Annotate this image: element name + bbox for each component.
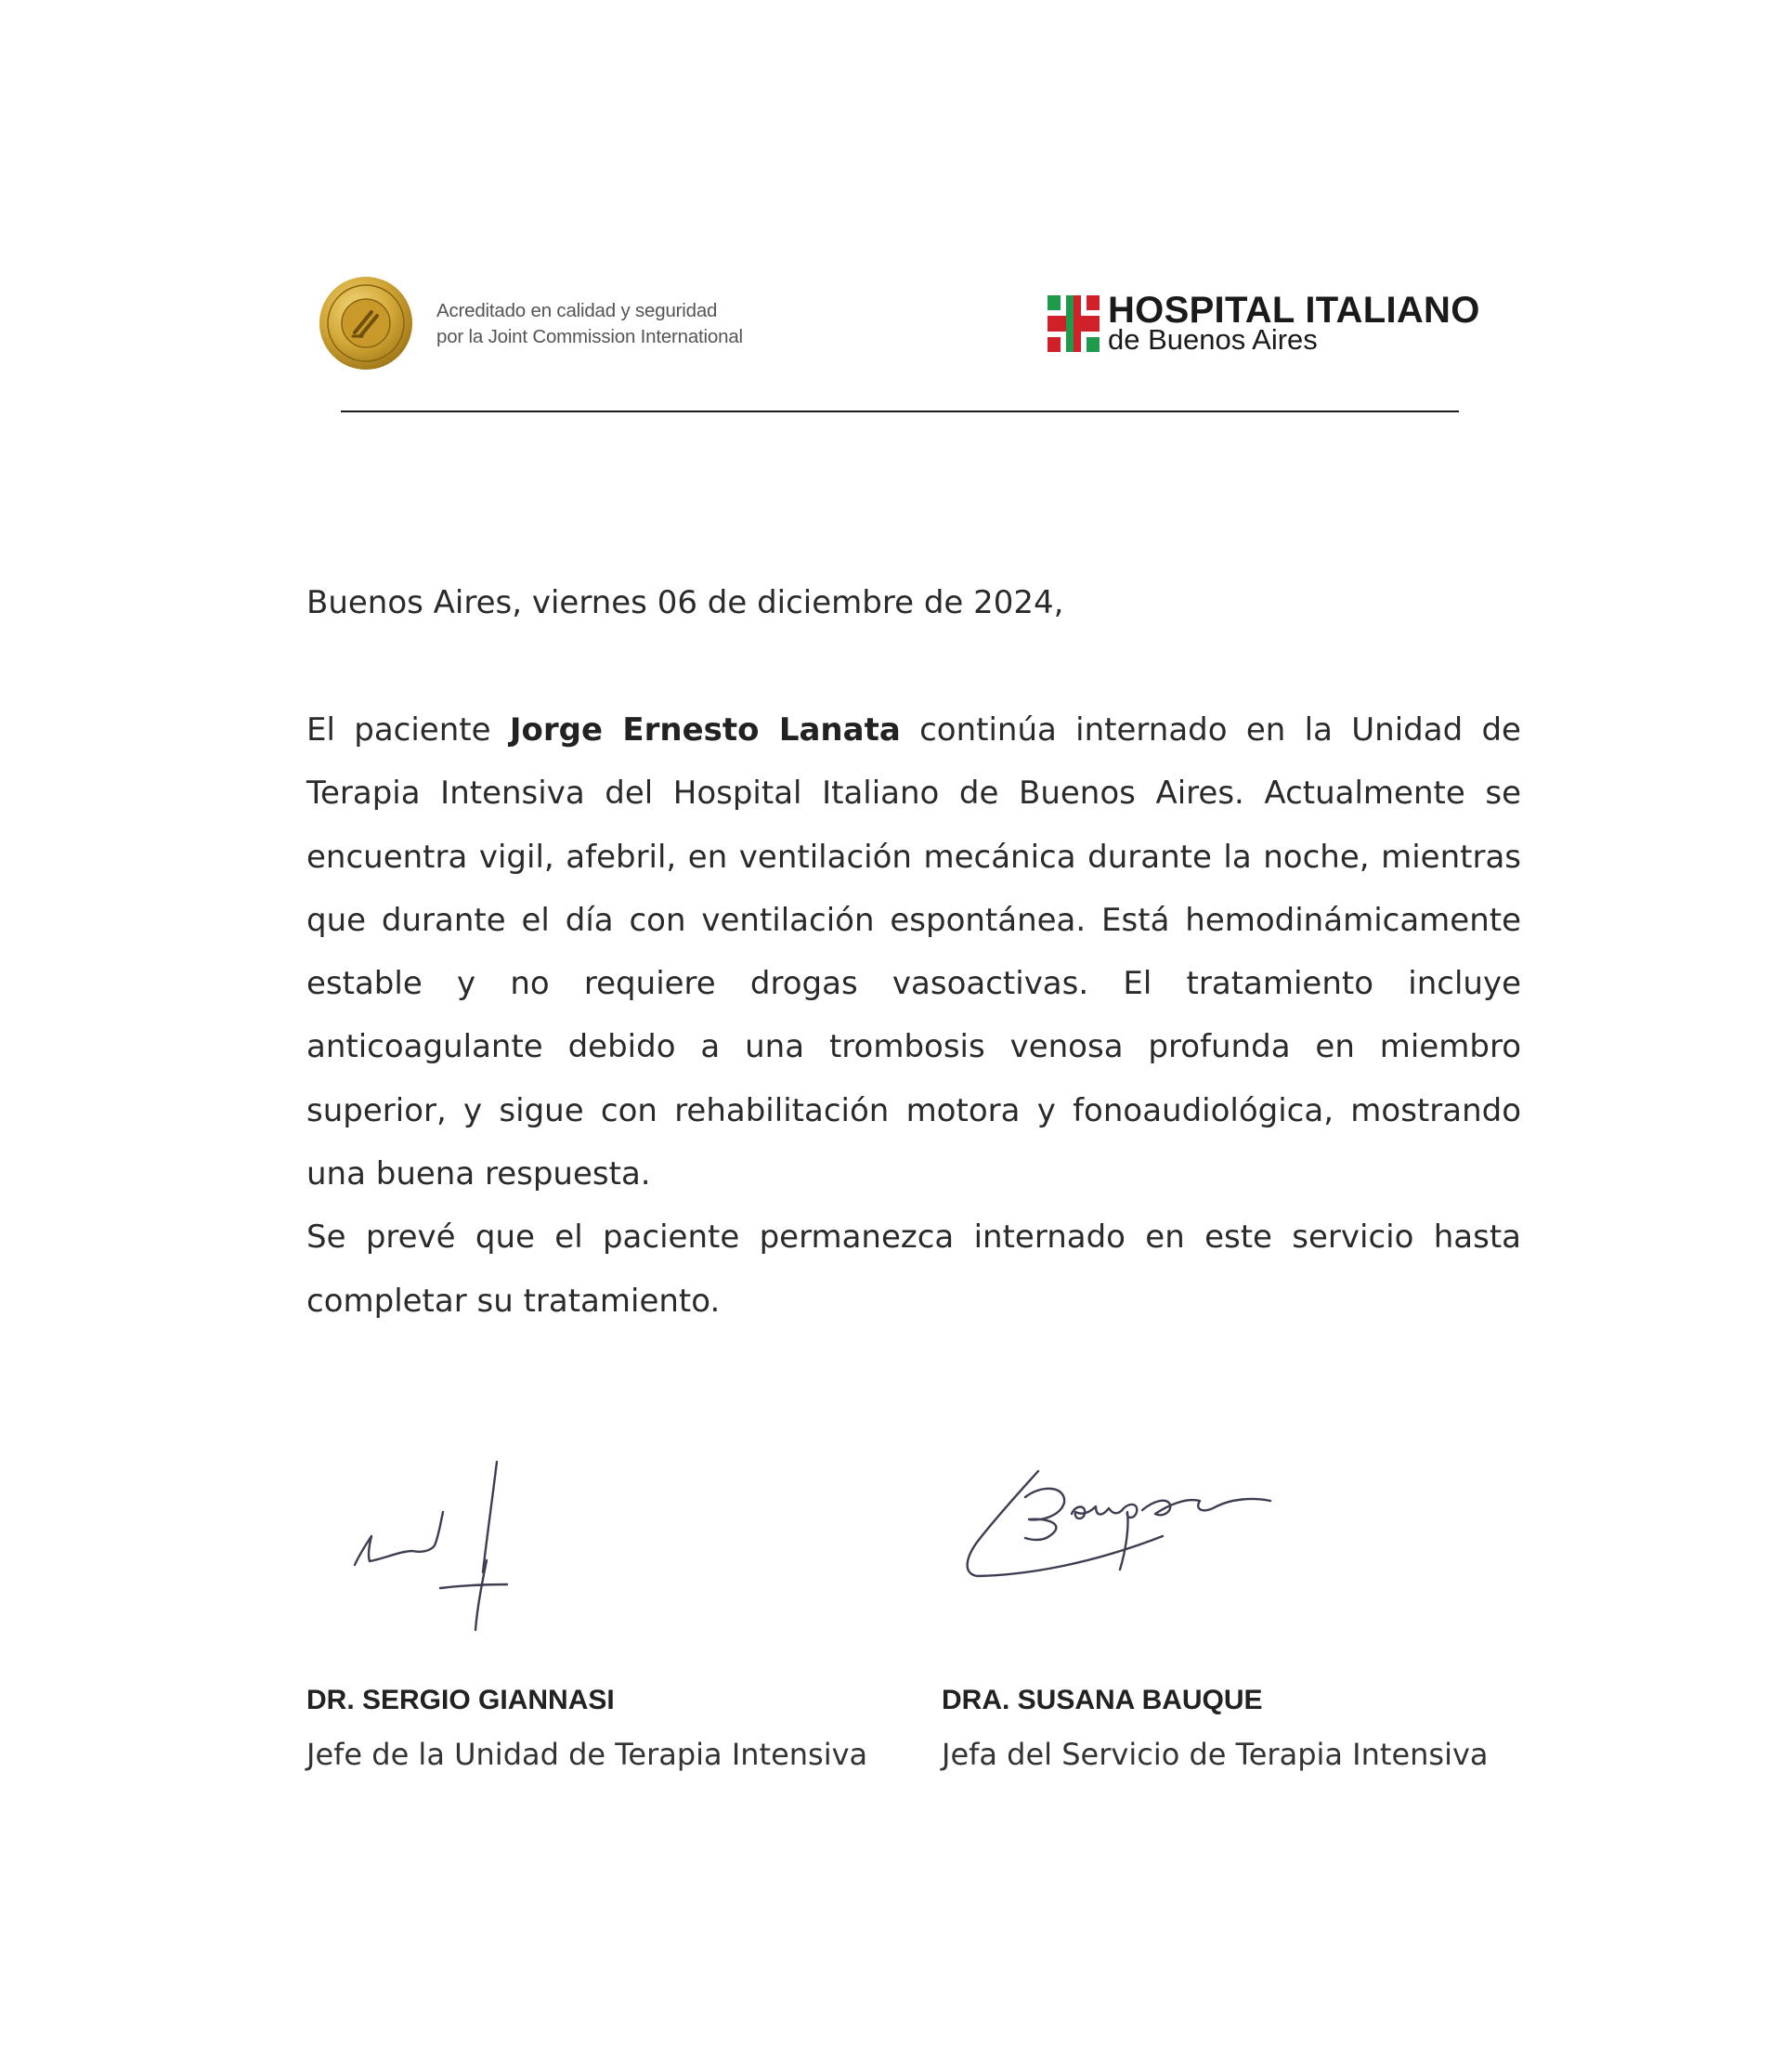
header-divider <box>341 410 1459 412</box>
paragraph-1-text: continúa internado en la Unidad de Terapia Intensiva del Hospital Italiano de Buenos Aires. Actualmente se encuentra vigil, afebril, en ventilación mecánica durante la noche, mientras que durante el día con ventilación espontánea. Está hemodinámicamente estable y no requiere drogas vasoactivas. El tratamiento incluye anticoagulante debido a una trombosis venosa profunda en miembro superior, y sigue con rehabilitación motora y fonoaudiológica, mostrando una buena respuesta. <box>306 711 1521 1193</box>
signature-bauque <box>957 1460 1291 1595</box>
patient-name: Jorge Ernesto Lanata <box>509 711 901 749</box>
letter-body <box>306 698 1521 1333</box>
accreditation-line-1: Acreditado en calidad y seguridad <box>436 300 718 321</box>
accreditation-text <box>436 298 808 350</box>
paragraph-2: Se prevé que el paciente permanezca internado en este servicio hasta completar su tratamiento. <box>306 1218 1521 1320</box>
paragraph-1-prefix: El paciente <box>306 711 510 749</box>
signatory-2-name: DRA. SUSANA BAUQUE <box>942 1685 1263 1715</box>
signatory-1-name: DR. SERGIO GIANNASI <box>306 1685 615 1715</box>
signatory-1-role: Jefe de la Unidad de Terapia Intensiva <box>306 1737 868 1772</box>
accreditation-line-2: por la Joint Commission International <box>436 326 743 347</box>
hospital-name: HOSPITAL ITALIANO <box>1108 290 1480 331</box>
paragraph-1 <box>306 698 1521 1205</box>
hospital-subtitle: de Buenos Aires <box>1108 323 1318 356</box>
joint-commission-seal-icon <box>318 275 414 371</box>
signatory-2-role: Jefa del Servicio de Terapia Intensiva <box>942 1737 1489 1772</box>
date-line: Buenos Aires, viernes 06 de diciembre de 2024, <box>306 584 1064 621</box>
signature-giannasi <box>344 1449 539 1639</box>
hospital-cross-icon <box>1048 295 1100 352</box>
